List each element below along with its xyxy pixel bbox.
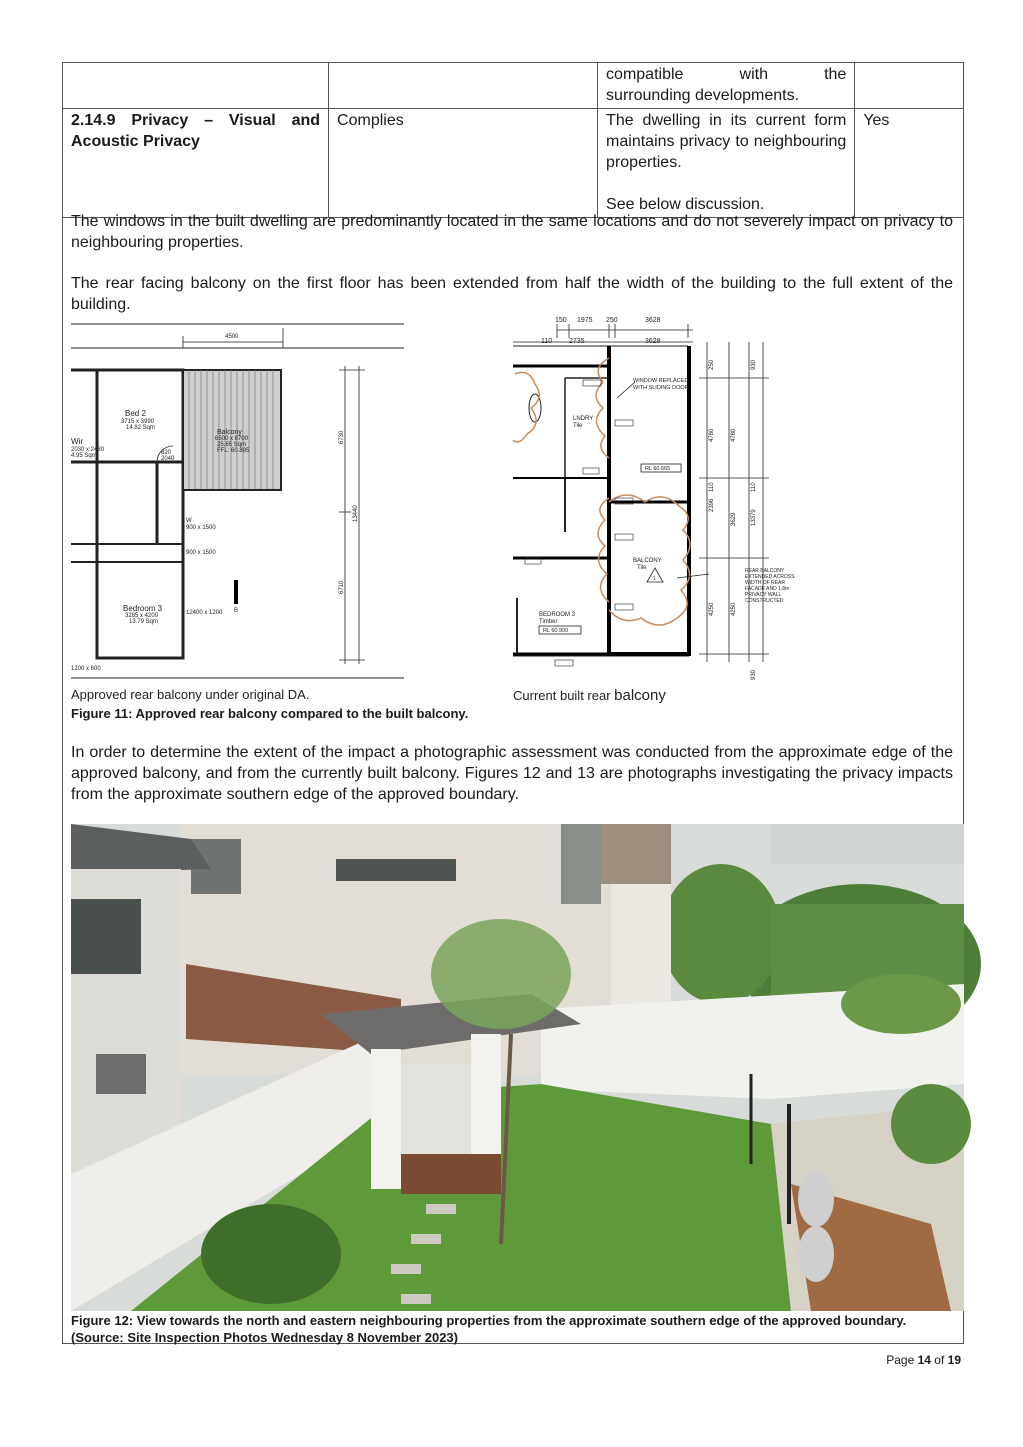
comment-line: compatible with the [606, 66, 847, 83]
dim-vertical: 4250 [709, 602, 715, 616]
note-text: WITH SLIDING DOOR [633, 385, 689, 391]
w-size: 12400 x 1200 [186, 610, 223, 616]
approved-plan-caption: Approved rear balcony under original DA. [71, 687, 310, 702]
dim-vertical: 2396 [709, 498, 715, 512]
paragraph-assessment: In order to determine the extent of the impact a photographic assessment was conducted from the approximate edge of the approved balcony, and from the currently built balcony. Figures 12 and 13 are photographs investigating the privacy impacts from the approximate southern edge of the approved boundary. [71, 744, 953, 803]
built-plan-caption [513, 687, 666, 704]
criteria-text: 2.14.9 Privacy – Visual and Acoustic Privacy [71, 112, 321, 150]
dim-vertical: 3629 [731, 512, 737, 526]
dim-vertical: 4780 [709, 428, 715, 442]
built-floor-plan [513, 312, 795, 684]
table-row [63, 109, 964, 218]
outcome-cell [855, 63, 964, 109]
paragraph-windows: The windows in the built dwelling are predominantly located in the same locations and do not severely impact on privacy to neighbouring properties. [71, 213, 953, 251]
balcony-ffl: FFL: 60.895 [217, 448, 250, 454]
triangle-label: 1 [653, 576, 656, 582]
status-cell: Complies [329, 109, 598, 218]
page-number-of: of [930, 1353, 948, 1367]
dim-vertical: 930 [751, 359, 757, 370]
wir-size: 2030 x 2480 [71, 447, 105, 453]
dim-text: 110 [541, 338, 553, 345]
paragraph-balcony: The rear facing balcony on the first floor has been extended from half the width of the building to the full extent of the building. [71, 275, 953, 313]
note-text: FACADE AND 1.8m [745, 586, 790, 592]
room-label: BALCONY [633, 558, 662, 564]
room-label: Timber [539, 619, 558, 625]
bedroom3-size: 3285 x 4200 [125, 613, 159, 619]
built-plan-caption-suffix: balcony [614, 687, 666, 704]
rl-label: RL 60.665 [645, 466, 671, 472]
door-size: 2040 [161, 456, 175, 462]
room-label: Tile [573, 423, 583, 429]
dim-text: 3628 [645, 338, 661, 345]
dim-text: 2735 [569, 338, 585, 345]
dim-vertical: 110 [709, 482, 715, 492]
note-text: REAR BALCONY [745, 568, 785, 574]
criteria-cell [63, 109, 329, 218]
bed2-size: 3715 x 3990 [121, 419, 155, 425]
wir-label: Wir [71, 437, 83, 446]
note-text: EXTENDED ACROSS [745, 574, 795, 580]
page-number [886, 1353, 961, 1367]
dim-vertical: 6710 [339, 580, 345, 594]
w-size: 900 x 1500 [186, 550, 216, 556]
dim-vertical: 110 [751, 482, 757, 492]
room-label: Tile [637, 565, 647, 571]
dim-text: 1975 [577, 317, 593, 324]
approved-floor-plan [71, 322, 406, 682]
dim-text: 150 [555, 317, 567, 324]
room-label: BEDROOM 3 [539, 612, 576, 618]
figure-11-caption: Figure 11: Approved rear balcony compared to the built balcony. [71, 706, 469, 721]
page-number-prefix: Page [886, 1353, 918, 1367]
comment-cell [598, 63, 855, 109]
status-cell [329, 63, 598, 109]
w-size: 1200 x 600 [71, 666, 101, 672]
dim-text: 3628 [645, 317, 661, 324]
comment-text: See below discussion. [606, 196, 765, 213]
room-label: LNDRY [573, 416, 594, 422]
comment-cell [598, 109, 855, 218]
dim-vertical: 4780 [731, 428, 737, 442]
bedroom3-label: Bedroom 3 [123, 604, 163, 613]
dim-vertical: 13379 [751, 509, 757, 526]
note-text: CONSTRUCTED [745, 598, 784, 604]
compliance-table [62, 62, 964, 218]
b-label: B [234, 608, 239, 614]
w-size: 900 x 1500 [186, 525, 216, 531]
door-size: 820 [161, 450, 172, 456]
comment-line: surrounding developments. [606, 87, 800, 104]
balcony-label: Balcony [217, 429, 242, 436]
current-page: 14 [917, 1353, 931, 1367]
rl-label: RL 60.900 [543, 628, 569, 634]
figure-12-caption: Figure 12: View towards the north and eastern neighbouring properties from the approximate southern edge of the approved boundary. [71, 1313, 907, 1328]
site-photo [71, 824, 964, 1311]
dim-vertical: 13440 [353, 505, 359, 522]
comment-text: The dwelling in its current form maintains privacy to neighbouring properties. [606, 112, 847, 171]
note-text: WINDOW REPLACED [633, 378, 689, 384]
note-text: PRIVACY WALL [745, 592, 782, 598]
figure-12-source: (Source: Site Inspection Photos Wednesday 8 November 2023) [71, 1330, 458, 1345]
dim-vertical: 6730 [339, 430, 345, 444]
w-label: W [186, 518, 192, 524]
outcome-cell: Yes [855, 109, 964, 218]
criteria-cell [63, 63, 329, 109]
wir-area: 4.95 Sqm [71, 453, 97, 459]
dim-vertical: 4250 [731, 602, 737, 616]
built-plan-caption-prefix: Current built rear [513, 688, 615, 703]
dim-top-text: 4500 [225, 334, 239, 340]
note-text: WIDTH OF REAR [745, 580, 785, 586]
bed2-label: Bed 2 [125, 409, 146, 418]
dim-vertical: 250 [709, 359, 715, 370]
bedroom3-area: 13.79 Sqm [129, 619, 159, 625]
balcony-size: 6500 x 8700 [215, 436, 249, 442]
total-pages: 19 [947, 1353, 961, 1367]
table-row [63, 63, 964, 109]
balcony-area: 25.65 Sqm [217, 442, 247, 448]
dim-vertical: 930 [751, 669, 757, 680]
bed2-area: 14.82 Sqm [126, 425, 156, 431]
dim-text: 250 [606, 317, 618, 324]
